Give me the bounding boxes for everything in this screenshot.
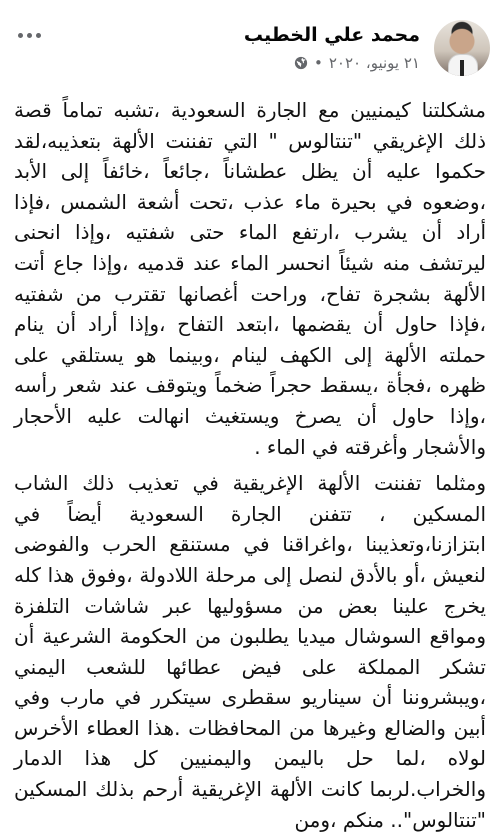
dot [36, 33, 41, 38]
post-meta [294, 54, 420, 72]
dot [18, 33, 23, 38]
avatar-tie [460, 60, 464, 76]
post-text [14, 95, 486, 835]
post-date[interactable]: ٢١ يونيو، ٢٠٢٠ [328, 54, 420, 72]
globe-icon[interactable] [294, 56, 308, 70]
meta-separator: • [314, 54, 323, 72]
paragraph-1: مشكلتنا كيمنيين مع الجارة السعودية ،تشبه تماماً قصة ذلك الإغريقي "تنتالوس " التي تفننت الألهة بتعذيبه،لقد حكموا عليه أن يظل عطشاناً ،جائعاً ،خائفاً إلى الأبد ،وضعوه في بحيرة ماء عذب ،تحت أشعة الشمس ،فإذا أراد أن يشرب ،ارتفع الماء حتى شفتيه ،وإذا انحنى ليرتشف منه شيئاً انحسر الماء عند قدميه ،وإذا جاع أتت الألهة بشجرة تفاح، وراحت أغصانها تقترب من شفتيه ،فإذا حاول أن يقضمها ،ابتعد التفاح ،وإذا أراد أن ينام حملته الألهة إلى الكهف لينام ،وبينما هو يستلقي على ظهره ،فجأة ،يسقط حجراً ضخماً ويتوقف عند شعر رأسه ،وإذا حاول أن يصرخ ويستغيث انهالت عليه الأحجار والأشجار وأغرقته في الماء . [14, 98, 486, 459]
dot [27, 33, 32, 38]
post-header [14, 20, 490, 80]
paragraph-2: ومثلما تفننت الألهة الإغريقية في تعذيب ذلك الشاب المسكين ، تتفنن الجارة السعودية أيضاً في ابتزازنا،وتعذيبنا ،واغراقنا في مستنقع الحرب والفوضى لنعيش ،أو بالأدق لنصل إلى مرحلة اللادولة ،وفوق هذا كله يخرج علينا بعض من مسؤوليها عبر شاشات التلفزة ومواقع السوشال ميديا يطلبون من الحكومة الشرعية أن تشكر المملكة على فيض عطائها للشعب اليمني ،ويبشروننا أن سيناريو سقطرى سيتكرر في مارب وفي أبين والضالع وغيرها من المحافظات .هذا العطاء الأخرس لولاه ،لما حل باليمن واليمنيين كل هذا الدمار والخراب.لربما كانت الألهة الإغريقية أرحم بذلك المسكين "تنتالوس".. منكم ،ومن [14, 471, 486, 832]
author-avatar[interactable] [434, 20, 490, 76]
more-options-icon[interactable] [14, 24, 44, 46]
author-name[interactable]: محمد علي الخطيب [243, 24, 420, 46]
